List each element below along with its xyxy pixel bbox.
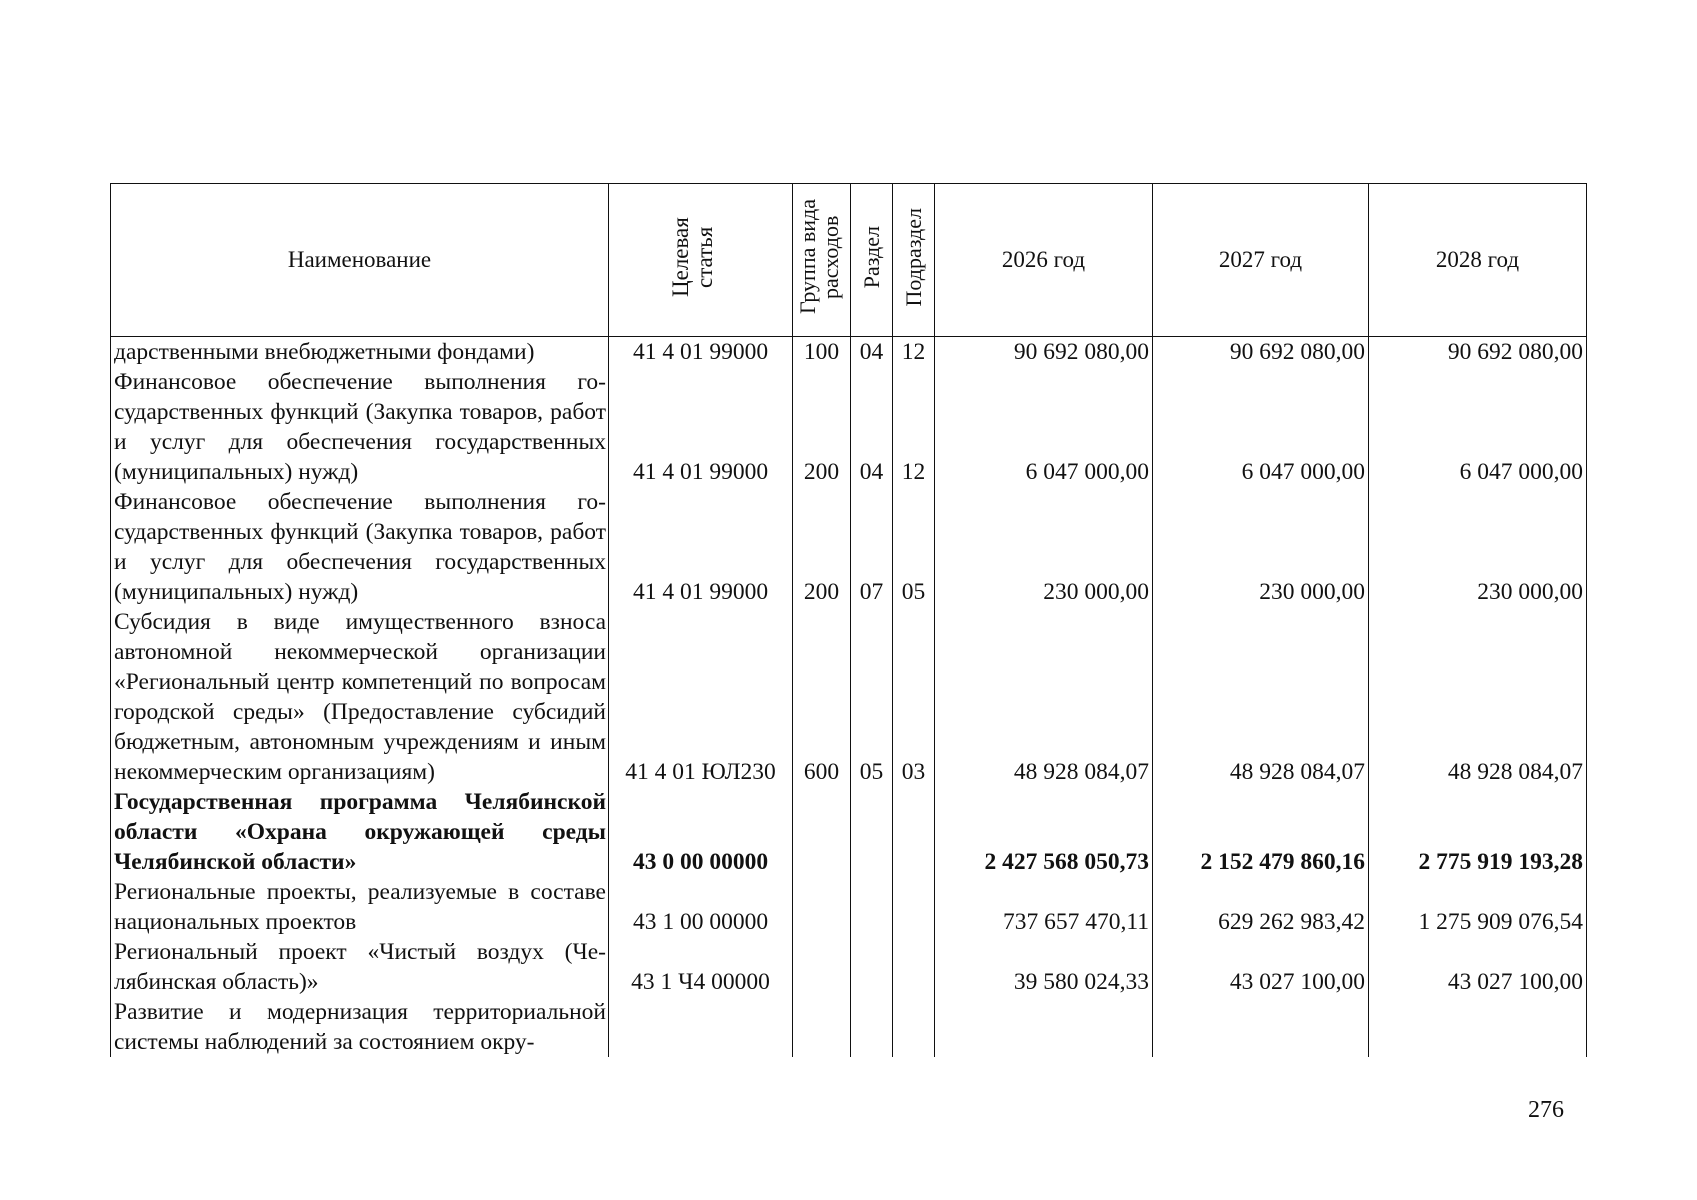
table-header (111, 184, 1587, 337)
table-row (111, 367, 1587, 487)
header-year-2027 (1153, 184, 1369, 337)
cell-name: Региональный проект «Чистый воздух (Челябинская область)» (111, 937, 609, 997)
header-year-2027-label: 2027 год (1218, 247, 1303, 272)
cell-expense-group (793, 787, 851, 877)
cell-2026 (935, 997, 1153, 1057)
cell-name: Субсидия в виде имущественного взноса автономной некоммерческой организации «Региональный центр компетенций по вопросам городской среды» (Предоставление субсидий бюджетным, автономным учреждениям и иным некоммерческим организациям) (111, 607, 609, 787)
cell-2028: 1 275 909 076,54 (1369, 877, 1587, 937)
cell-target-article: 41 4 01 99000 (609, 337, 793, 368)
cell-section: 07 (851, 487, 893, 607)
cell-2026: 230 000,00 (935, 487, 1153, 607)
page-number: 276 (1528, 1097, 1564, 1123)
cell-target-article: 41 4 01 99000 (609, 367, 793, 487)
table-row (111, 337, 1587, 368)
cell-2027: 230 000,00 (1153, 487, 1369, 607)
cell-2027: 43 027 100,00 (1153, 937, 1369, 997)
table-row (111, 787, 1587, 877)
cell-expense-group: 200 (793, 487, 851, 607)
cell-section: 05 (851, 607, 893, 787)
header-section-label: Раздел (858, 225, 884, 289)
table-row (111, 487, 1587, 607)
cell-name: Развитие и модернизация территориальной системы наблюдений за состоянием окру- (111, 997, 609, 1057)
cell-target-article: 43 1 00 00000 (609, 877, 793, 937)
cell-subsection (893, 997, 935, 1057)
header-subsection (893, 184, 935, 337)
cell-section (851, 787, 893, 877)
cell-2028: 6 047 000,00 (1369, 367, 1587, 487)
cell-expense-group (793, 997, 851, 1057)
header-section (851, 184, 893, 337)
budget-table (110, 183, 1587, 1057)
header-expense-group (793, 184, 851, 337)
table-row (111, 607, 1587, 787)
cell-subsection (893, 877, 935, 937)
table-row (111, 937, 1587, 997)
cell-2026: 39 580 024,33 (935, 937, 1153, 997)
cell-2028: 2 775 919 193,28 (1369, 787, 1587, 877)
header-expense-group-label: Группа вида расходов (794, 199, 843, 315)
table-row (111, 877, 1587, 937)
cell-2028 (1369, 997, 1587, 1057)
header-name-label: Наименование (287, 247, 432, 272)
header-name (111, 184, 609, 337)
cell-2026: 90 692 080,00 (935, 337, 1153, 368)
cell-2026: 737 657 470,11 (935, 877, 1153, 937)
cell-2026: 48 928 084,07 (935, 607, 1153, 787)
cell-subsection: 12 (893, 337, 935, 368)
header-year-2028-label: 2028 год (1435, 247, 1520, 272)
cell-2027: 2 152 479 860,16 (1153, 787, 1369, 877)
budget-table-container (110, 183, 1586, 1057)
cell-section (851, 937, 893, 997)
header-subsection-label: Подраздел (900, 207, 926, 307)
table-row (111, 997, 1587, 1057)
cell-2028: 230 000,00 (1369, 487, 1587, 607)
cell-2027: 629 262 983,42 (1153, 877, 1369, 937)
cell-2027: 6 047 000,00 (1153, 367, 1369, 487)
cell-target-article: 43 1 Ч4 00000 (609, 937, 793, 997)
cell-name: Финансовое обеспечение выполнения государственных функций (Закупка товаров, работ и услуг для обеспечения государственных (муниципальных) нужд) (111, 487, 609, 607)
cell-section (851, 877, 893, 937)
cell-2026: 2 427 568 050,73 (935, 787, 1153, 877)
cell-section (851, 997, 893, 1057)
cell-expense-group: 100 (793, 337, 851, 368)
cell-2027: 48 928 084,07 (1153, 607, 1369, 787)
cell-subsection (893, 787, 935, 877)
cell-2026: 6 047 000,00 (935, 367, 1153, 487)
cell-name: Финансовое обеспечение выполнения государственных функций (Закупка товаров, работ и услуг для обеспечения государственных (муниципальных) нужд) (111, 367, 609, 487)
cell-section: 04 (851, 367, 893, 487)
cell-2027: 90 692 080,00 (1153, 337, 1369, 368)
cell-expense-group: 200 (793, 367, 851, 487)
cell-expense-group (793, 877, 851, 937)
cell-2028: 48 928 084,07 (1369, 607, 1587, 787)
cell-target-article (609, 997, 793, 1057)
cell-2027 (1153, 997, 1369, 1057)
header-year-2026 (935, 184, 1153, 337)
cell-subsection (893, 937, 935, 997)
header-target-article (609, 184, 793, 337)
cell-expense-group (793, 937, 851, 997)
cell-subsection: 12 (893, 367, 935, 487)
cell-section: 04 (851, 337, 893, 368)
cell-target-article: 43 0 00 00000 (609, 787, 793, 877)
cell-target-article: 41 4 01 99000 (609, 487, 793, 607)
cell-target-article: 41 4 01 ЮЛ230 (609, 607, 793, 787)
cell-name: Региональные проекты, реализуемые в составе национальных проектов (111, 877, 609, 937)
cell-subsection: 03 (893, 607, 935, 787)
table-body (111, 337, 1587, 1058)
header-target-article-label: Целевая статья (667, 217, 717, 297)
header-year-2028 (1369, 184, 1587, 337)
cell-name: дарственными внебюджетными фондами) (111, 337, 609, 368)
cell-2028: 90 692 080,00 (1369, 337, 1587, 368)
cell-subsection: 05 (893, 487, 935, 607)
cell-2028: 43 027 100,00 (1369, 937, 1587, 997)
cell-expense-group: 600 (793, 607, 851, 787)
cell-name: Государственная программа Челябинской области «Охрана окружающей среды Челябинской области» (111, 787, 609, 877)
header-year-2026-label: 2026 год (1001, 247, 1086, 272)
